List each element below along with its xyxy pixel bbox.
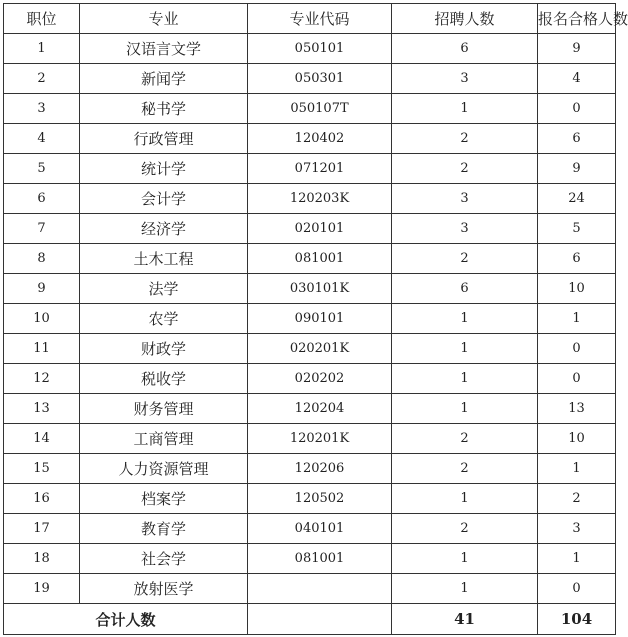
cell-major-code: 030101K xyxy=(248,274,392,304)
cell-position: 15 xyxy=(4,454,80,484)
cell-recruit-count: 3 xyxy=(392,64,538,94)
total-qualified: 104 xyxy=(538,604,616,635)
cell-major-code: 120204 xyxy=(248,394,392,424)
table-row xyxy=(4,544,616,574)
cell-major: 税收学 xyxy=(80,364,248,394)
table-row xyxy=(4,34,616,64)
cell-recruit-count: 2 xyxy=(392,124,538,154)
cell-position: 19 xyxy=(4,574,80,604)
cell-position: 12 xyxy=(4,364,80,394)
cell-major: 档案学 xyxy=(80,484,248,514)
cell-position: 3 xyxy=(4,94,80,124)
cell-recruit-count: 2 xyxy=(392,514,538,544)
cell-major: 人力资源管理 xyxy=(80,454,248,484)
cell-qualified-count: 0 xyxy=(538,334,616,364)
cell-major: 统计学 xyxy=(80,154,248,184)
cell-major-code: 090101 xyxy=(248,304,392,334)
table-row xyxy=(4,484,616,514)
cell-major-code: 050301 xyxy=(248,64,392,94)
cell-position: 17 xyxy=(4,514,80,544)
cell-position: 16 xyxy=(4,484,80,514)
header-major: 专业 xyxy=(80,4,248,34)
cell-recruit-count: 6 xyxy=(392,34,538,64)
cell-major: 秘书学 xyxy=(80,94,248,124)
table-row xyxy=(4,514,616,544)
cell-major-code: 020202 xyxy=(248,364,392,394)
cell-major-code: 081001 xyxy=(248,544,392,574)
cell-qualified-count: 10 xyxy=(538,274,616,304)
cell-major: 法学 xyxy=(80,274,248,304)
cell-major: 放射医学 xyxy=(80,574,248,604)
cell-position: 4 xyxy=(4,124,80,154)
cell-major-code: 120502 xyxy=(248,484,392,514)
cell-recruit-count: 1 xyxy=(392,94,538,124)
cell-qualified-count: 0 xyxy=(538,364,616,394)
cell-recruit-count: 1 xyxy=(392,334,538,364)
table-row xyxy=(4,244,616,274)
cell-major: 农学 xyxy=(80,304,248,334)
cell-qualified-count: 1 xyxy=(538,304,616,334)
table-row xyxy=(4,94,616,124)
table-row xyxy=(4,64,616,94)
cell-recruit-count: 3 xyxy=(392,214,538,244)
cell-qualified-count: 0 xyxy=(538,574,616,604)
table-row xyxy=(4,154,616,184)
cell-major-code: 020101 xyxy=(248,214,392,244)
cell-position: 6 xyxy=(4,184,80,214)
header-recruit-count: 招聘人数 xyxy=(392,4,538,34)
cell-recruit-count: 1 xyxy=(392,394,538,424)
cell-major: 经济学 xyxy=(80,214,248,244)
table-row xyxy=(4,304,616,334)
table-row xyxy=(4,424,616,454)
table-body xyxy=(4,34,616,604)
cell-qualified-count: 4 xyxy=(538,64,616,94)
cell-recruit-count: 3 xyxy=(392,184,538,214)
cell-recruit-count: 1 xyxy=(392,574,538,604)
cell-major: 土木工程 xyxy=(80,244,248,274)
cell-major-code xyxy=(248,574,392,604)
cell-qualified-count: 6 xyxy=(538,124,616,154)
cell-recruit-count: 2 xyxy=(392,154,538,184)
cell-qualified-count: 9 xyxy=(538,34,616,64)
cell-major: 财政学 xyxy=(80,334,248,364)
cell-major-code: 050107T xyxy=(248,94,392,124)
cell-qualified-count: 5 xyxy=(538,214,616,244)
cell-major-code: 071201 xyxy=(248,154,392,184)
cell-major: 社会学 xyxy=(80,544,248,574)
cell-recruit-count: 6 xyxy=(392,274,538,304)
cell-position: 2 xyxy=(4,64,80,94)
cell-position: 11 xyxy=(4,334,80,364)
header-position: 职位 xyxy=(4,4,80,34)
cell-qualified-count: 0 xyxy=(538,94,616,124)
cell-qualified-count: 24 xyxy=(538,184,616,214)
cell-major-code: 081001 xyxy=(248,244,392,274)
cell-position: 7 xyxy=(4,214,80,244)
recruitment-table xyxy=(3,3,628,635)
cell-major-code: 040101 xyxy=(248,514,392,544)
cell-recruit-count: 1 xyxy=(392,304,538,334)
header-major-code: 专业代码 xyxy=(248,4,392,34)
table-row xyxy=(4,214,616,244)
cell-major-code: 120201K xyxy=(248,424,392,454)
total-recruit: 41 xyxy=(392,604,538,635)
cell-major-code: 020201K xyxy=(248,334,392,364)
cell-recruit-count: 1 xyxy=(392,364,538,394)
table-row xyxy=(4,124,616,154)
cell-major: 财务管理 xyxy=(80,394,248,424)
cell-qualified-count: 1 xyxy=(538,454,616,484)
cell-qualified-count: 1 xyxy=(538,544,616,574)
cell-position: 8 xyxy=(4,244,80,274)
cell-qualified-count: 13 xyxy=(538,394,616,424)
cell-major-code: 120402 xyxy=(248,124,392,154)
total-empty-cell xyxy=(248,604,392,635)
cell-major-code: 050101 xyxy=(248,34,392,64)
table-row xyxy=(4,334,616,364)
cell-qualified-count: 9 xyxy=(538,154,616,184)
table-container xyxy=(3,3,628,635)
total-row xyxy=(4,604,616,635)
header-row xyxy=(4,4,616,34)
cell-recruit-count: 2 xyxy=(392,244,538,274)
cell-position: 13 xyxy=(4,394,80,424)
cell-recruit-count: 1 xyxy=(392,484,538,514)
cell-position: 1 xyxy=(4,34,80,64)
table-row xyxy=(4,394,616,424)
table-row xyxy=(4,454,616,484)
cell-recruit-count: 2 xyxy=(392,454,538,484)
cell-position: 18 xyxy=(4,544,80,574)
table-row xyxy=(4,364,616,394)
cell-major: 教育学 xyxy=(80,514,248,544)
cell-qualified-count: 10 xyxy=(538,424,616,454)
cell-major-code: 120206 xyxy=(248,454,392,484)
cell-major: 行政管理 xyxy=(80,124,248,154)
cell-qualified-count: 2 xyxy=(538,484,616,514)
table-row xyxy=(4,274,616,304)
cell-major: 工商管理 xyxy=(80,424,248,454)
cell-recruit-count: 1 xyxy=(392,544,538,574)
cell-major: 汉语言文学 xyxy=(80,34,248,64)
cell-qualified-count: 6 xyxy=(538,244,616,274)
total-label: 合计人数 xyxy=(4,604,248,635)
cell-position: 10 xyxy=(4,304,80,334)
cell-recruit-count: 2 xyxy=(392,424,538,454)
cell-major-code: 120203K xyxy=(248,184,392,214)
cell-position: 9 xyxy=(4,274,80,304)
table-row xyxy=(4,574,616,604)
cell-major: 新闻学 xyxy=(80,64,248,94)
cell-position: 14 xyxy=(4,424,80,454)
cell-position: 5 xyxy=(4,154,80,184)
table-row xyxy=(4,184,616,214)
cell-major: 会计学 xyxy=(80,184,248,214)
header-qualified-count: 报名合格人数 xyxy=(538,4,616,34)
cell-qualified-count: 3 xyxy=(538,514,616,544)
